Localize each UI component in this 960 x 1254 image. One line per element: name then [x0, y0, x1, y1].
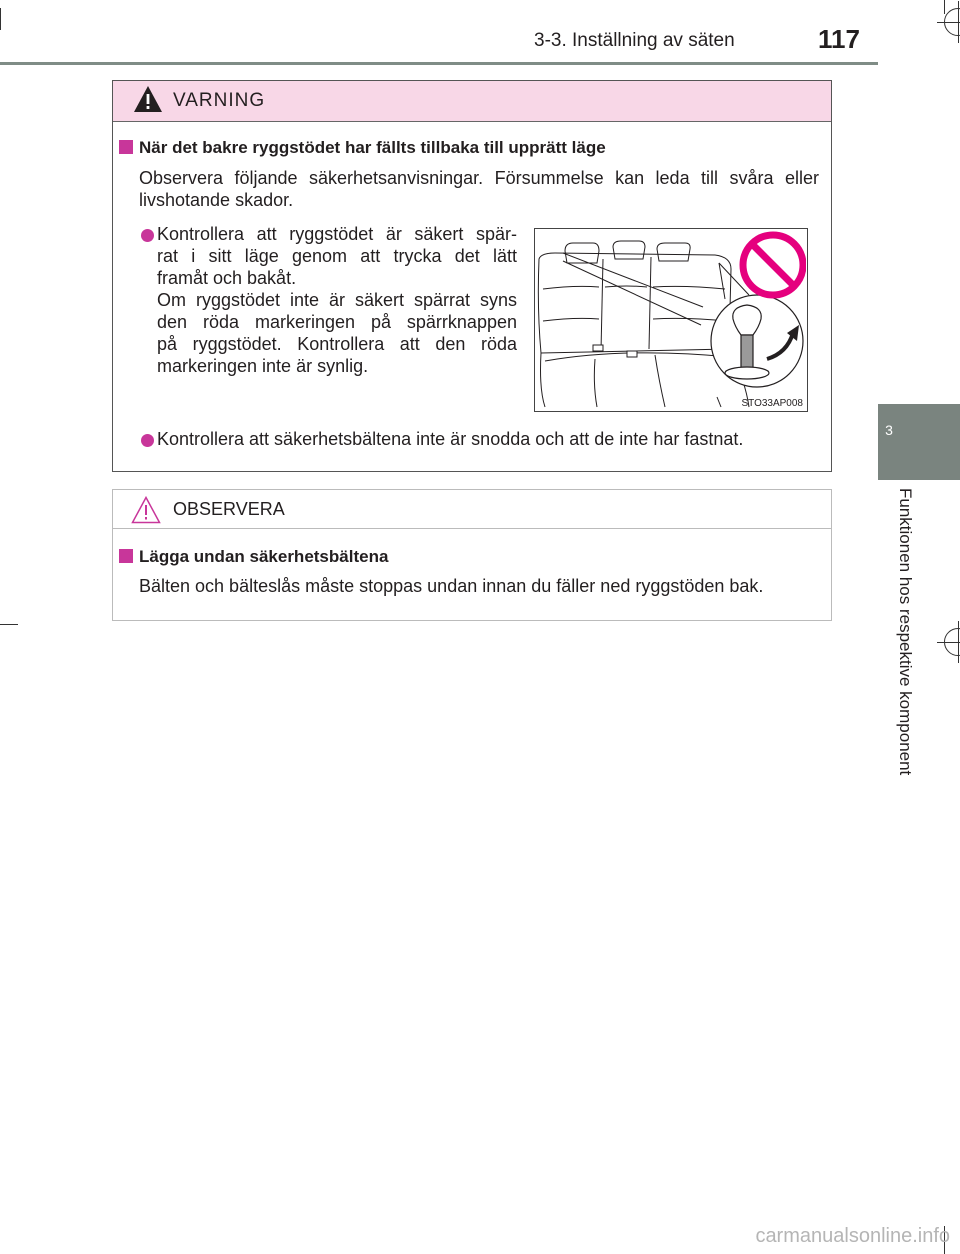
- note-box: [112, 489, 832, 621]
- prohibition-icon: [743, 235, 803, 295]
- note-section-heading-text: Lägga undan säkerhetsbältena: [139, 547, 389, 566]
- warning-bullet-1-line-6: på ryggstödet. Kontrollera att den röda: [157, 334, 517, 354]
- section-header-title: 3-3. Inställning av säten: [534, 30, 735, 51]
- note-label: OBSERVERA: [173, 499, 285, 519]
- headrest-right: [657, 243, 690, 261]
- circle-bullet-icon: [141, 229, 154, 242]
- warning-bullet-1-line-5: den röda markeringen på spärrknappen: [157, 312, 517, 332]
- note-text: Bälten och bälteslås måste stoppas undan innan du fäller ned ryggstöden bak.: [139, 576, 764, 596]
- headrest-middle: [613, 241, 645, 259]
- warning-bullet-1-line-2: rat i sitt läge genom att trycka det lätt: [157, 246, 517, 266]
- warning-bullet-1-line-3: framåt och bakåt.: [157, 268, 297, 288]
- square-bullet-icon: [119, 549, 133, 563]
- warning-intro: Observera följande säkerhetsanvisningar. Försummelse kan leda till svåra eller livshotande skador.: [139, 168, 819, 210]
- warning-section-heading-text: När det bakre ryggstödet har fällts tillbaka till upprätt läge: [139, 138, 606, 157]
- crop-mark-top-right: [944, 0, 945, 14]
- warning-bullet-2: Kontrollera att säkerhetsbältena inte är snodda och att de inte har fastnat.: [157, 429, 744, 449]
- circle-bullet-icon: [141, 434, 154, 447]
- warning-bullet-1-line-1: Kontrollera att ryggstödet är säkert spär-: [157, 224, 517, 244]
- square-bullet-icon: [119, 140, 133, 154]
- header-rule: [0, 62, 878, 65]
- crop-mark-top-left: [0, 8, 1, 30]
- warning-header: [113, 81, 831, 122]
- note-header: [113, 490, 831, 529]
- chapter-number: 3: [885, 422, 893, 438]
- warning-label: VARNING: [173, 90, 266, 111]
- warning-bullet-1-line-7: markeringen inte är synlig.: [157, 356, 369, 376]
- figure-code: STO33AP008: [741, 398, 803, 409]
- page-number: 117: [818, 24, 860, 54]
- registration-mark-middle-right: [944, 628, 960, 656]
- warning-bullet-1-line-4: Om ryggstödet inte är säkert spärrat syns: [157, 290, 517, 310]
- warning-bullet-1: [157, 223, 517, 377]
- footer-watermark: carmanualsonline.info: [755, 1225, 950, 1247]
- caution-triangle-icon: [131, 496, 161, 524]
- warning-section-heading: [119, 138, 606, 158]
- crop-mark-middle-left: [0, 624, 18, 625]
- rear-seat-illustration: [534, 228, 808, 412]
- warning-triangle-icon: [133, 85, 163, 113]
- chapter-tab: [878, 404, 960, 480]
- note-section-heading: [119, 547, 388, 567]
- seat-drawing: [535, 229, 806, 410]
- registration-mark-top-right: [944, 8, 960, 36]
- chapter-title-vertical: Funktionen hos respektive komponent: [896, 488, 915, 776]
